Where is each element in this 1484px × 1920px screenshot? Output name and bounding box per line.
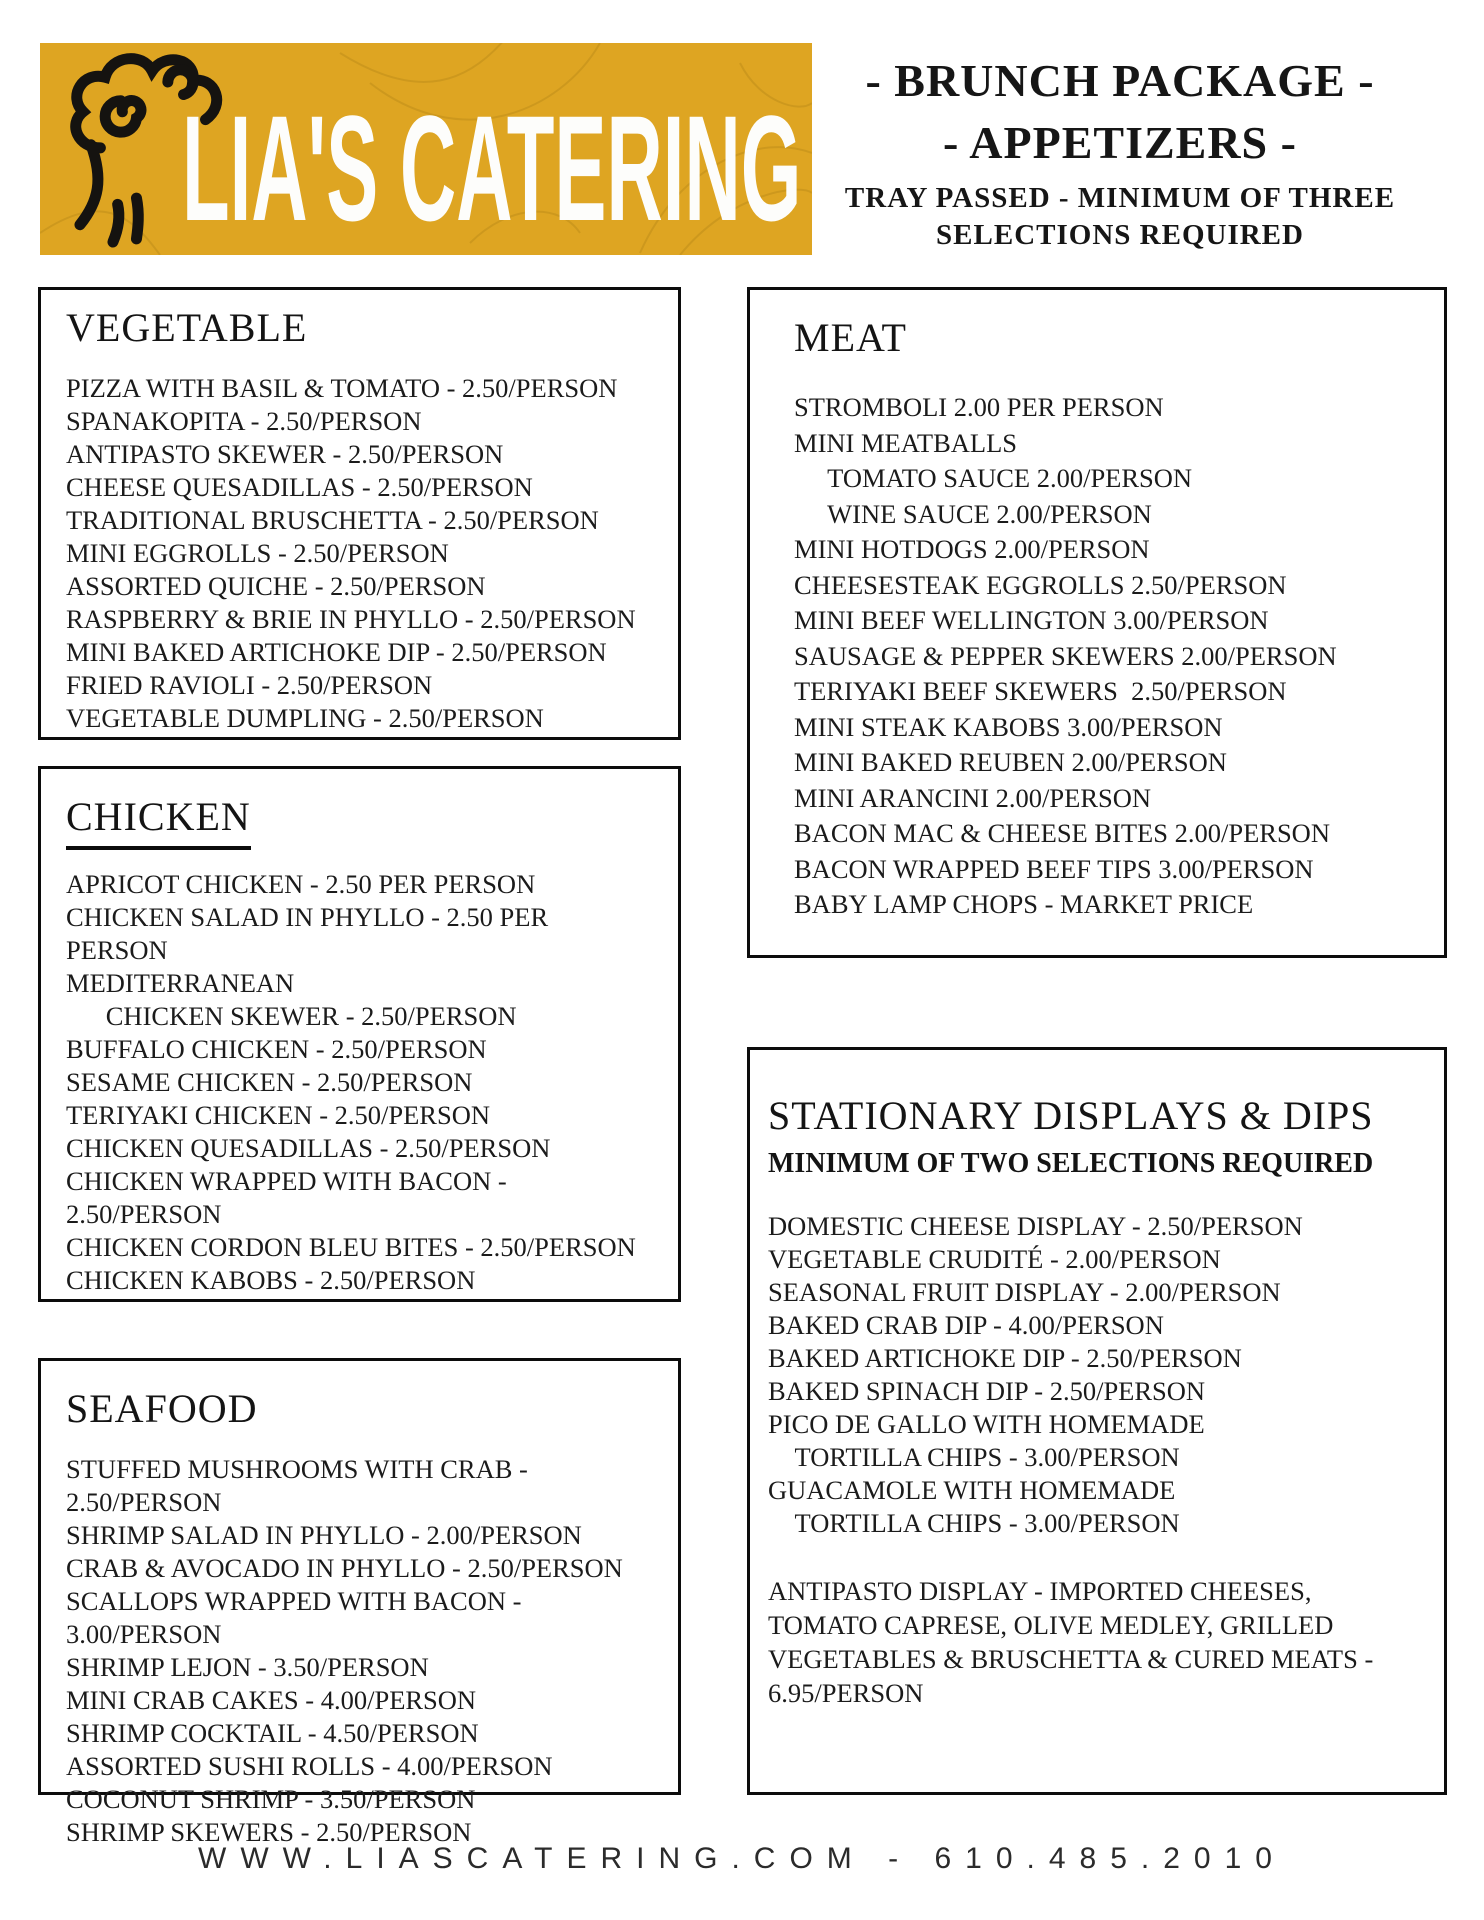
menu-item: WINE SAUCE 2.00/PERSON bbox=[794, 498, 1152, 529]
menu-item: MINI EGGROLLS - 2.50/PERSON bbox=[66, 538, 449, 568]
menu-item: FRIED RAVIOLI - 2.50/PERSON bbox=[66, 670, 433, 700]
section-title-chicken bbox=[66, 791, 654, 850]
menu-item: MINI BAKED REUBEN 2.00/PERSON bbox=[794, 747, 1227, 777]
menu-item: CHICKEN CORDON BLEU BITES - 2.50/PERSON bbox=[66, 1232, 636, 1262]
menu-item: BACON MAC & CHEESE BITES 2.00/PERSON bbox=[794, 818, 1330, 848]
menu-item: MEDITERRANEAN bbox=[66, 968, 295, 998]
menu-item: STROMBOLI 2.00 PER PERSON bbox=[794, 392, 1164, 422]
menu-item: SHRIMP COCKTAIL - 4.50/PERSON bbox=[66, 1718, 479, 1748]
menu-item: BAKED SPINACH DIP - 2.50/PERSON bbox=[768, 1376, 1206, 1406]
menu-item: ANTIPASTO SKEWER - 2.50/PERSON bbox=[66, 439, 504, 469]
menu-item: BAKED CRAB DIP - 4.00/PERSON bbox=[768, 1310, 1164, 1340]
brand-banner bbox=[40, 43, 812, 255]
menu-item: TORTILLA CHIPS - 3.00/PERSON bbox=[768, 1442, 1180, 1472]
menu-item: DOMESTIC CHEESE DISPLAY - 2.50/PERSON bbox=[768, 1211, 1303, 1241]
menu-item: MINI ARANCINI 2.00/PERSON bbox=[794, 782, 1152, 813]
menu-item: SHRIMP SKEWERS - 2.50/PERSON bbox=[66, 1817, 472, 1847]
menu-item: TRADITIONAL BRUSCHETTA - 2.50/PERSON bbox=[66, 505, 599, 535]
menu-item: TOMATO SAUCE 2.00/PERSON bbox=[794, 463, 1193, 493]
menu-item: VEGETABLE DUMPLING - 2.50/PERSON bbox=[66, 703, 544, 733]
menu-item: SHRIMP SALAD IN PHYLLO - 2.00/PERSON bbox=[66, 1520, 582, 1550]
menu-item: CHICKEN KABOBS - 2.50/PERSON bbox=[66, 1265, 476, 1295]
menu-item: TERIYAKI BEEF SKEWERS 2.50/PERSON bbox=[794, 676, 1287, 706]
vegetable-item-list bbox=[66, 372, 654, 735]
menu-item: MINI HOTDOGS 2.00/PERSON bbox=[794, 534, 1150, 564]
seafood-item-list bbox=[66, 1453, 654, 1849]
menu-item: SPANAKOPITA - 2.50/PERSON bbox=[66, 406, 422, 436]
menu-item: MINI BAKED ARTICHOKE DIP - 2.50/PERSON bbox=[66, 637, 607, 667]
antipasto-display-paragraph: ANTIPASTO DISPLAY - IMPORTED CHEESES, TOMATO CAPRESE, OLIVE MEDLEY, GRILLED VEGETABLES & BRUSCHETTA & CURED MEATS - 6.95/PERSON bbox=[768, 1576, 1380, 1708]
menu-item: SHRIMP LEJON - 3.50/PERSON bbox=[66, 1652, 429, 1682]
menu-item: CHICKEN SKEWER - 2.50/PERSON bbox=[66, 1001, 517, 1031]
menu-item: PIZZA WITH BASIL & TOMATO - 2.50/PERSON bbox=[66, 373, 618, 403]
menu-item: VEGETABLE CRUDITÉ - 2.00/PERSON bbox=[768, 1244, 1221, 1274]
header-appetizers-title: - APPETIZERS - bbox=[943, 117, 1297, 168]
stationary-minimum-note: MINIMUM OF TWO SELECTIONS REQUIRED bbox=[768, 1148, 1374, 1179]
section-title-seafood: SEAFOOD bbox=[66, 1386, 258, 1431]
menu-item: CHICKEN QUESADILLAS - 2.50/PERSON bbox=[66, 1133, 551, 1163]
menu-item: MINI CRAB CAKES - 4.00/PERSON bbox=[66, 1685, 477, 1715]
menu-item: ASSORTED QUICHE - 2.50/PERSON bbox=[66, 571, 486, 601]
menu-item: MINI BEEF WELLINGTON 3.00/PERSON bbox=[794, 605, 1269, 635]
header-package-title: - BRUNCH PACKAGE - bbox=[865, 55, 1375, 106]
section-seafood bbox=[38, 1358, 681, 1847]
menu-item: RASPBERRY & BRIE IN PHYLLO - 2.50/PERSON bbox=[66, 604, 636, 634]
menu-item: BUFFALO CHICKEN - 2.50/PERSON bbox=[66, 1034, 487, 1064]
menu-item: TORTILLA CHIPS - 3.00/PERSON bbox=[768, 1508, 1180, 1538]
menu-item: BAKED ARTICHOKE DIP - 2.50/PERSON bbox=[768, 1343, 1242, 1373]
menu-item: BACON WRAPPED BEEF TIPS 3.00/PERSON bbox=[794, 853, 1314, 884]
menu-item: STUFFED MUSHROOMS WITH CRAB - 2.50/PERSON bbox=[66, 1454, 535, 1517]
stationary-item-list bbox=[768, 1210, 1420, 1540]
section-title-vegetable: VEGETABLE bbox=[66, 305, 308, 350]
meat-item-list bbox=[794, 390, 1420, 923]
menu-item: APRICOT CHICKEN - 2.50 PER PERSON bbox=[66, 869, 536, 899]
section-vegetable bbox=[38, 287, 681, 740]
section-title-meat: MEAT bbox=[794, 315, 907, 360]
menu-item: ASSORTED SUSHI ROLLS - 4.00/PERSON bbox=[66, 1751, 553, 1781]
menu-item: MINI STEAK KABOBS 3.00/PERSON bbox=[794, 711, 1223, 742]
section-title-stationary-displays: STATIONARY DISPLAYS & DIPS bbox=[768, 1093, 1374, 1138]
header-block bbox=[830, 50, 1410, 254]
menu-item: CHICKEN SALAD IN PHYLLO - 2.50 PER PERSON bbox=[66, 902, 555, 965]
menu-item: CHEESESTEAK EGGROLLS 2.50/PERSON bbox=[794, 569, 1287, 600]
footer-contact: WWW.LIASCATERING.COM - 610.485.2010 bbox=[198, 1842, 1286, 1875]
menu-item: SEASONAL FRUIT DISPLAY - 2.00/PERSON bbox=[768, 1277, 1281, 1307]
section-stationary-displays bbox=[747, 1047, 1447, 1795]
menu-item: BABY LAMP CHOPS - MARKET PRICE bbox=[794, 889, 1254, 919]
brand-wordmark: LIA'S CATERING bbox=[182, 84, 802, 252]
menu-item: SESAME CHICKEN - 2.50/PERSON bbox=[66, 1067, 473, 1097]
menu-item: CHEESE QUESADILLAS - 2.50/PERSON bbox=[66, 472, 533, 502]
menu-item: COCONUT SHRIMP - 3.50/PERSON bbox=[66, 1784, 476, 1814]
menu-item: MINI MEATBALLS bbox=[794, 427, 1018, 458]
section-title-chicken-text: CHICKEN bbox=[66, 791, 251, 850]
menu-item: TERIYAKI CHICKEN - 2.50/PERSON bbox=[66, 1100, 490, 1130]
section-chicken bbox=[38, 766, 681, 1302]
menu-item: PICO DE GALLO WITH HOMEMADE bbox=[768, 1409, 1205, 1439]
menu-item: CRAB & AVOCADO IN PHYLLO - 2.50/PERSON bbox=[66, 1553, 623, 1583]
menu-item: SCALLOPS WRAPPED WITH BACON - 3.00/PERSON bbox=[66, 1586, 529, 1649]
section-meat bbox=[747, 287, 1447, 958]
menu-item: GUACAMOLE WITH HOMEMADE bbox=[768, 1475, 1176, 1505]
menu-item: SAUSAGE & PEPPER SKEWERS 2.00/PERSON bbox=[794, 640, 1337, 671]
chicken-item-list bbox=[66, 868, 654, 1297]
header-tray-passed-note: TRAY PASSED - MINIMUM OF THREE SELECTIONS REQUIRED bbox=[844, 182, 1396, 251]
menu-item: CHICKEN WRAPPED WITH BACON - 2.50/PERSON bbox=[66, 1166, 514, 1229]
